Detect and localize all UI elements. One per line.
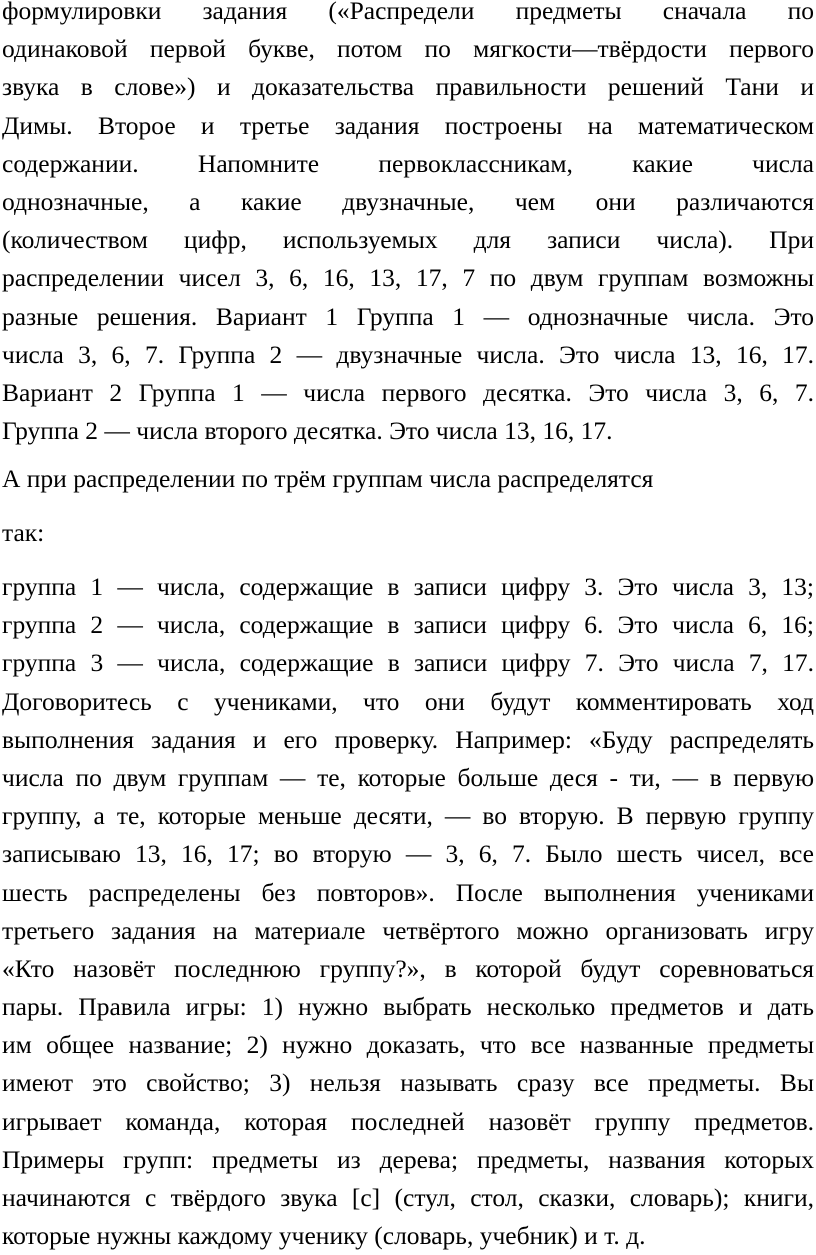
text-line: одинаковой первой букве, потом по мягкости—твёрдости первого — [2, 34, 814, 64]
text-line: им общее название; 2) нужно доказать, что все названные предметы — [2, 1030, 814, 1060]
text-line: Группа 2 — числа второго десятка. Это числа 13, 16, 17. — [2, 416, 613, 446]
text-line: которые нужны каждому ученику (словарь, учебник) и т. д. — [2, 1221, 646, 1251]
text-line: (количеством цифр, используемых для записи числа). При — [2, 225, 814, 255]
text-line: выполнения задания и его проверку. Например: «Буду распределять — [2, 724, 814, 754]
text-line: разные решения. Вариант 1 Группа 1 — однозначные числа. Это — [2, 301, 814, 331]
paragraph-so — [2, 514, 814, 552]
paragraph-three-groups-intro — [2, 460, 814, 498]
text-line: третьего задания на материале четвёртого можно организовать игру — [2, 915, 814, 945]
text-line: записываю 13, 16, 17; во вторую — 3, 6, 7. Было шесть чисел, все — [2, 839, 814, 869]
text-line: игрывает команда, которая последней назовёт группу предметов. — [2, 1106, 814, 1136]
text-line: числа 3, 6, 7. Группа 2 — двузначные числа. Это числа 13, 16, 17. — [2, 339, 814, 369]
text-line: группа 3 — числа, содержащие в записи цифру 7. Это числа 7, 17. — [2, 648, 814, 678]
text-line: содержании. Напомните первоклассникам, какие числа — [2, 148, 814, 178]
text-line: группа 2 — числа, содержащие в записи цифру 6. Это числа 6, 16; — [2, 610, 814, 640]
paragraph-groups-and-game — [2, 568, 814, 1255]
text-line: А при распределении по трём группам числа распределятся — [2, 464, 654, 493]
text-line: звука в слове») и доказательства правильности решений Тани и — [2, 72, 814, 102]
text-line: группа 1 — числа, содержащие в записи цифру 3. Это числа 3, 13; — [2, 572, 814, 601]
text-line: группу, а те, которые меньше десяти, — во вторую. В первую группу — [2, 801, 814, 831]
text-line: «Кто назовёт последнюю группу?», в которой будут соревноваться — [2, 953, 814, 983]
text-line: пары. Правила игры: 1) нужно выбрать несколько предметов и дать — [2, 992, 814, 1022]
paragraph-task-explanation — [2, 0, 814, 450]
text-line: Димы. Второе и третье задания построены на математическом — [2, 110, 814, 140]
text-line: шесть распределены без повторов». После выполнения учениками — [2, 877, 814, 907]
text-line: имеют это свойство; 3) нельзя называть сразу все предметы. Вы — [2, 1068, 814, 1098]
text-line: Договоритесь с учениками, что они будут комментировать ход — [2, 686, 814, 716]
text-line: однозначные, а какие двузначные, чем они различаются — [2, 186, 814, 216]
text-line: числа по двум группам — те, которые больше деся - ти, — в первую — [2, 762, 814, 792]
text-line: формулировки задания («Распредели предметы сначала по — [2, 0, 814, 25]
text-line: начинаются с твёрдого звука [с] (стул, стол, сказки, словарь); книги, — [2, 1183, 814, 1212]
text-line: Примеры групп: предметы из дерева; предметы, названия которых — [2, 1144, 814, 1174]
text-line: так: — [2, 518, 45, 547]
text-line: распределении чисел 3, 6, 16, 13, 17, 7 по двум группам возможны — [2, 263, 814, 293]
text-line: Вариант 2 Группа 1 — числа первого десятка. Это числа 3, 6, 7. — [2, 377, 814, 407]
